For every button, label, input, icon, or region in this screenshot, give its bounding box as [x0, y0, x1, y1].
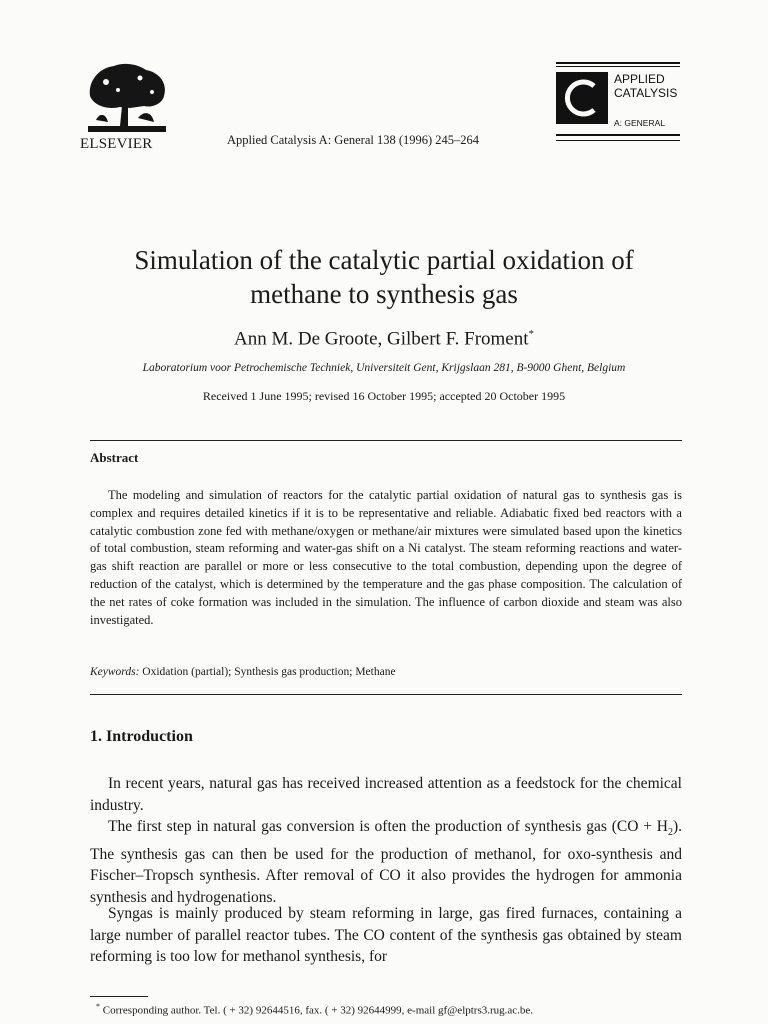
- corresponding-author-mark: *: [528, 328, 535, 340]
- logo-rule-top-thin: [556, 66, 680, 67]
- rule-above-abstract: [90, 440, 682, 441]
- publisher-name: ELSEVIER: [80, 136, 153, 152]
- footnote-mark: *: [96, 1002, 100, 1011]
- footnote-rule: [90, 996, 148, 997]
- logo-rule-bottom-thin: [556, 140, 680, 141]
- logo-rule-bottom: [556, 134, 680, 136]
- abstract-body: The modeling and simulation of reactors for the catalytic partial oxidation of natural gas to synthesis gas is complex and requires detailed kinetics if it is to be representative and reliable. Adiabatic fixed bed reactors with a catalytic combustion zone fed with methane/oxygen or methane/air mixtures were simulated based upon the kinetics of total combustion, steam reforming and water-gas shift on a Ni catalyst. The steam reforming reactions and water-gas shift reaction are parallel or more or less consecutive to the total combustion, depending upon the degree of reduction of the catalyst, which is determined by the temperature and the gas phase composition. The calculation of the net rates of coke formation was included in the simulation. The influence of carbon dioxide and steam was also investigated.: [90, 488, 682, 627]
- journal-logo-line1: APPLIED: [614, 72, 665, 86]
- hydrogen-subscript: 2: [667, 827, 673, 839]
- elsevier-tree-logo: [84, 60, 170, 136]
- keywords: [90, 666, 396, 678]
- received-dates: Received 1 June 1995; revised 16 October 1995; accepted 20 October 1995: [202, 389, 566, 403]
- logo-rule-top: [556, 62, 680, 64]
- section-heading: 1. Introduction: [90, 728, 193, 745]
- abstract-heading: Abstract: [90, 450, 139, 465]
- footnote: [96, 1002, 533, 1017]
- title-line-2: methane to synthesis gas: [250, 279, 518, 309]
- journal-c-badge-icon: [556, 72, 608, 124]
- intro-paragraph-2-start: The first step in natural gas conversion is often the production of synthesis gas (CO + H: [108, 818, 668, 835]
- author-list: [40, 328, 728, 350]
- intro-paragraph-2-end: ). The synthesis gas can then be used for the production of methanol, for oxo-synthesis and Fischer–Tropsch synthesis. After removal of CO it also provides the hydrogen for ammonia synthesis and hydrogenations.: [90, 818, 682, 906]
- journal-logo: [556, 62, 680, 154]
- authors-text: Ann M. De Groote, Gilbert F. Froment: [233, 328, 529, 350]
- article-title: [40, 243, 728, 311]
- keywords-label: Keywords:: [90, 666, 140, 678]
- keywords-text: Oxidation (partial); Synthesis gas production; Methane: [142, 666, 396, 678]
- affiliation: Laboratorium voor Petrochemische Techniek, Universiteit Gent, Krijgslaan 281, B-9000 Ghent, Belgium: [142, 362, 626, 374]
- rule-below-abstract: [90, 694, 682, 695]
- journal-logo-series: A: GENERAL: [614, 118, 666, 128]
- intro-paragraph-3: Syngas is mainly produced by steam reforming in large, gas fired furnaces, containing a large number of parallel reactor tubes. The CO content of the synthesis gas obtained by steam reforming is too low for methanol synthesis, for: [90, 905, 682, 966]
- footnote-text: Corresponding author. Tel. ( + 32) 92644516, fax. ( + 32) 92644999, e-mail gf@elptrs3.rug.ac.be.: [102, 1004, 534, 1017]
- journal-reference: Applied Catalysis A: General 138 (1996) 245–264: [227, 133, 480, 147]
- intro-paragraph-1: In recent years, natural gas has received increased attention as a feedstock for the chemical industry.: [90, 775, 682, 814]
- title-line-1: Simulation of the catalytic partial oxidation of: [134, 245, 634, 275]
- journal-logo-line2: CATALYSIS: [614, 86, 678, 100]
- intro-paragraph-2: [90, 816, 682, 908]
